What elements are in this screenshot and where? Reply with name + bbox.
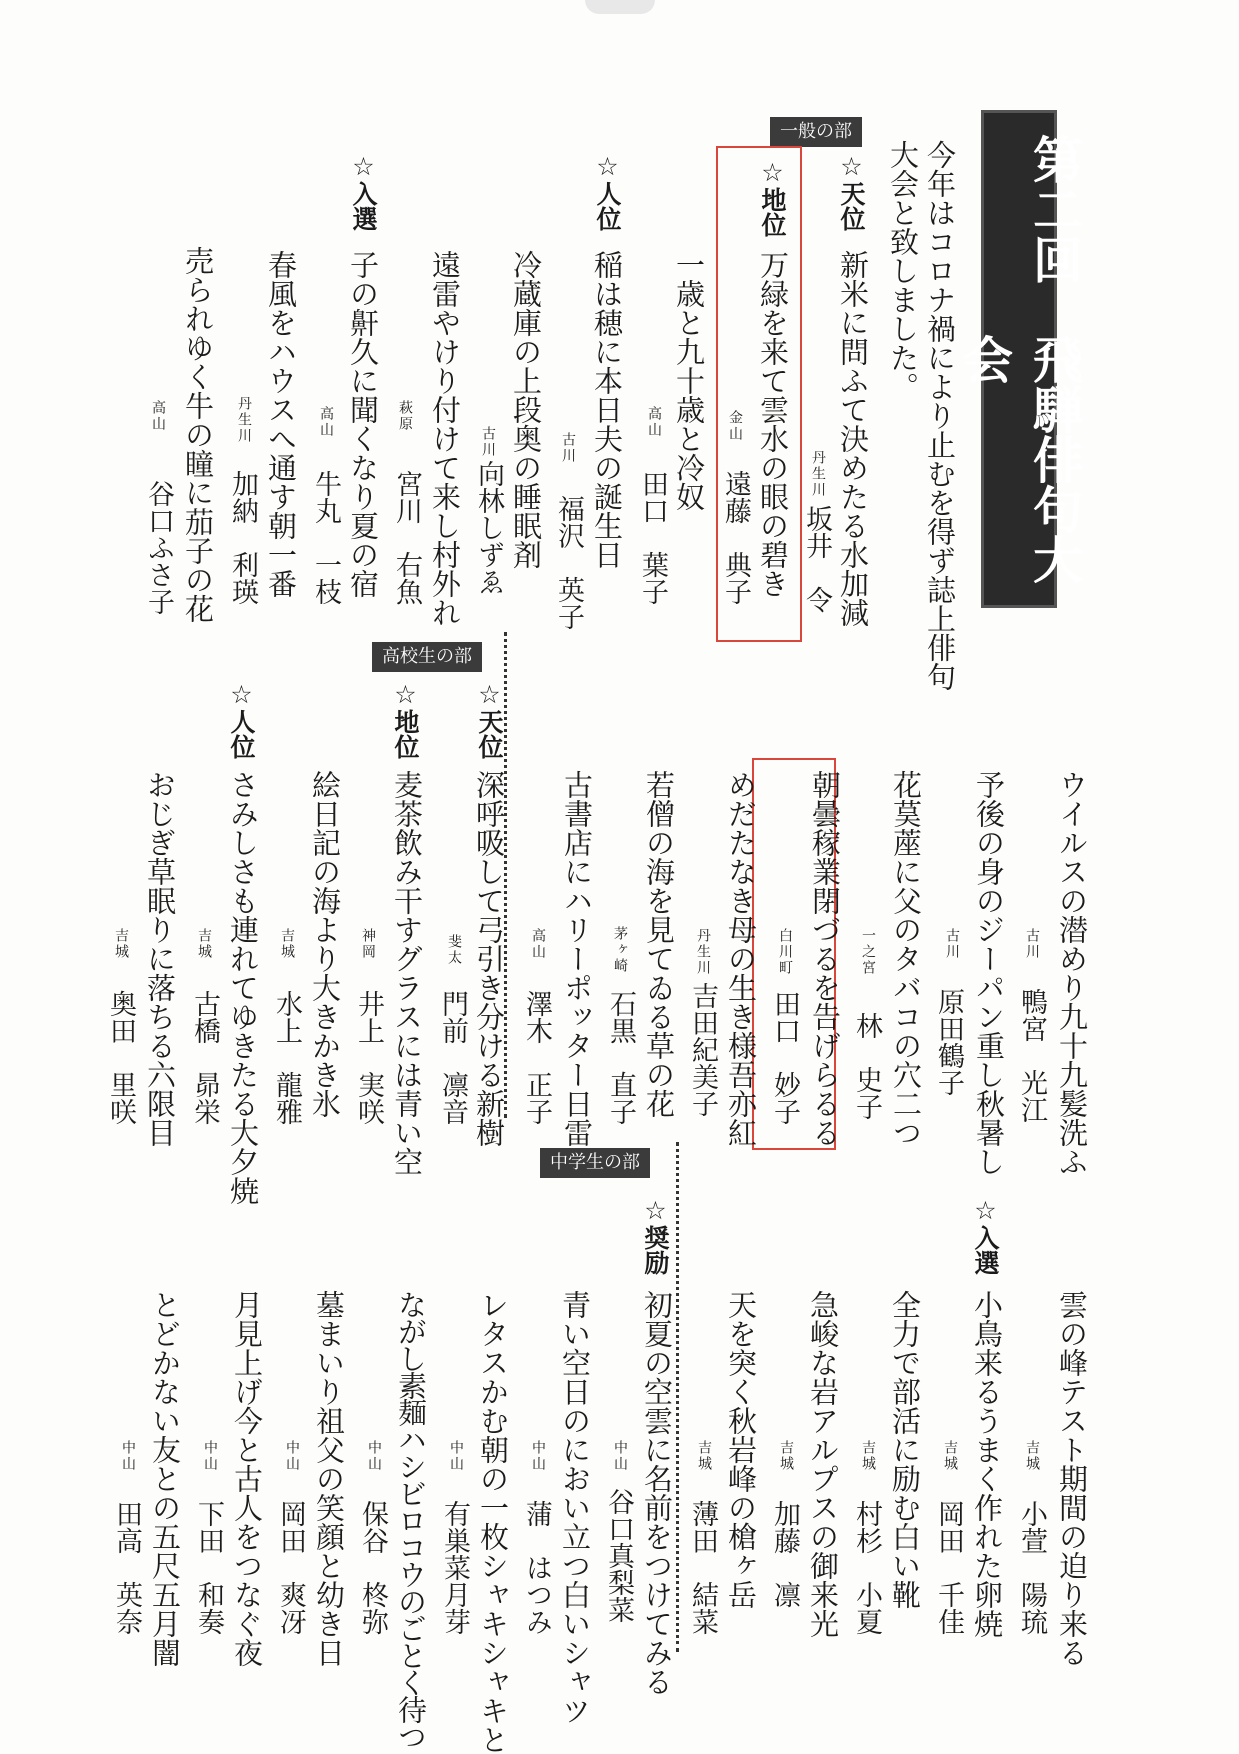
poem-place: 白川町 <box>777 928 793 976</box>
poem-place: 古川 <box>944 928 960 960</box>
poem: 花茣蓙に父のタバコの穴二つ <box>889 770 923 1147</box>
poem-place: 斐太 <box>446 934 462 966</box>
poem-place: 吉城 <box>942 1440 958 1472</box>
poem-place: 丹生川 <box>236 396 252 444</box>
poem-author: 村杉 小夏 <box>851 1500 882 1635</box>
poem-place: 丹生川 <box>810 450 826 498</box>
poem: 古書店にハリーポッター日雷 <box>560 770 594 1147</box>
poem: 急峻な岩アルプスの御来光 <box>806 1290 840 1638</box>
poem: とどかない友との五尺五月闇 <box>148 1290 182 1667</box>
poem-author: 鴨宮 光江 <box>1016 988 1047 1123</box>
poem-author: 遠藤 典子 <box>720 470 751 605</box>
poem-author: 原田鶴子 <box>933 988 964 1096</box>
poem-place: 高山 <box>150 400 166 432</box>
poem: 深呼吸して弓引き分ける新樹 <box>472 770 506 1147</box>
poem: 小鳥来るうまく作れた卵焼 <box>970 1290 1004 1638</box>
poem-author: 古橋 昴栄 <box>189 990 220 1125</box>
rank-nyusen-general: ☆入選 <box>349 152 378 231</box>
poem-place: 高山 <box>318 406 334 438</box>
poem-author: 田口 葉子 <box>637 470 668 605</box>
rank-jin-highschool: ☆人位 <box>227 680 256 759</box>
poem-place: 古川 <box>560 432 576 464</box>
poem-place: 高山 <box>646 406 662 438</box>
poem: 遠雷やけり付けて来し村外れ <box>428 250 462 627</box>
poem-author: 水上 龍雅 <box>271 990 302 1125</box>
poem-author: 薄田 結菜 <box>687 1500 718 1635</box>
poem-author: 林 史子 <box>851 1012 882 1120</box>
poem-author: 向林しずゑ <box>473 460 504 595</box>
poem: 売られゆく牛の瞳に茄子の花 <box>181 246 215 623</box>
poem: ながし素麺ハシビロコウのごとく待つ <box>394 1290 428 1749</box>
section-label-middle: 中学生の部 <box>540 1148 650 1178</box>
poem-place: 茅ヶ崎 <box>612 926 628 974</box>
poem-place: 吉城 <box>1024 1440 1040 1472</box>
poem: 新米に問ふて決めたる水加減 <box>836 250 870 627</box>
poem: 予後の身のジーパン重し秋暑し <box>972 770 1006 1176</box>
poem-place: 金山 <box>727 410 743 442</box>
poem: 全力で部活に励む白い靴 <box>888 1290 922 1609</box>
poem-author: 福沢 英子 <box>553 495 584 630</box>
poem-author: 石黒 直子 <box>605 990 636 1125</box>
poem-author: 下田 和奏 <box>193 1500 224 1635</box>
intro-line-1: 今年はコロナ禍により止むを得ず誌上俳句 <box>923 140 957 691</box>
rank-chi-general: ☆地位 <box>758 158 787 237</box>
section-label-general: 一般の部 <box>770 117 862 147</box>
page-title: 第二回 飛騨俳句大会 <box>955 134 1084 584</box>
poem: 初夏の空雲に名前をつけてみる <box>640 1290 674 1696</box>
rank-chi-highschool: ☆地位 <box>391 680 420 759</box>
poem-place: 吉城 <box>860 1440 876 1472</box>
rank-jin-general: ☆人位 <box>593 152 622 231</box>
title-box <box>955 110 1084 608</box>
poem: おじぎ草眠りに落ちる六限目 <box>143 770 177 1147</box>
poem-place: 吉城 <box>113 928 129 960</box>
poem-place: 一之宮 <box>860 928 876 976</box>
poem: 稲は穂に本日夫の誕生日 <box>590 250 624 569</box>
poem-place: 吉城 <box>279 928 295 960</box>
poem: 月見上げ今と古人をつなぐ夜 <box>230 1290 264 1667</box>
poem: 絵日記の海より大きかき氷 <box>308 770 342 1118</box>
poem: 春風をハウスへ通す朝一番 <box>264 250 298 598</box>
poem-place: 萩原 <box>397 400 413 432</box>
poem: 冷蔵庫の上段奥の睡眠剤 <box>509 250 543 569</box>
poem-author: 田口 妙子 <box>769 990 800 1125</box>
rank-ten-general: ☆天位 <box>837 152 866 231</box>
poem-author: 澤木 正子 <box>521 990 552 1125</box>
intro-line-2: 大会と致しました。 <box>886 140 920 401</box>
poem-author: 田高 英奈 <box>111 1500 142 1635</box>
poem: めだたなき母の生き様吾亦紅 <box>724 770 758 1147</box>
rank-shorei-middle: ☆奨励 <box>641 1196 670 1275</box>
poem-author: 蒲 はつみ <box>521 1500 552 1635</box>
poem: さみしさも連れてゆきたる大夕焼 <box>226 770 260 1205</box>
poem-author: 保谷 柊弥 <box>357 1500 388 1635</box>
poem-place: 中山 <box>284 1440 300 1472</box>
poem-place: 中山 <box>120 1440 136 1472</box>
poem: 子の鼾久に聞くなり夏の宿 <box>346 250 380 598</box>
poem: 雲の峰テスト期間の迫り来る <box>1055 1290 1089 1667</box>
top-smudge <box>585 0 655 14</box>
rank-nyusen-lower: ☆入選 <box>971 1196 1000 1275</box>
poem-place: 高山 <box>530 928 546 960</box>
poem: 青い空日のにおい立つ白いシャツ <box>558 1290 592 1725</box>
separator-middle <box>676 1142 679 1652</box>
poem-place: 吉城 <box>696 1440 712 1472</box>
poem-author: 谷口ふさ子 <box>143 480 174 615</box>
poem: 朝曇稼業閉づるを告げらるる <box>808 770 842 1147</box>
poem: 若僧の海を見てゐる草の花 <box>642 770 676 1118</box>
poem-author: 門前 凛音 <box>437 990 468 1125</box>
poem: 一歳と九十歳と冷奴 <box>672 250 706 511</box>
poem-place: 中山 <box>448 1440 464 1472</box>
poem-place: 中山 <box>612 1440 628 1472</box>
poem-author: 牛丸 一枝 <box>310 470 341 605</box>
poem-place: 中山 <box>530 1440 546 1472</box>
poem-author: 岡田 千佳 <box>933 1500 964 1635</box>
poem-author: 岡田 爽冴 <box>275 1500 306 1635</box>
section-label-highschool: 高校生の部 <box>372 642 482 672</box>
poem-place: 神岡 <box>360 928 376 960</box>
poem-author: 谷口真梨菜 <box>603 1488 634 1623</box>
poem-place: 吉城 <box>778 1440 794 1472</box>
poem-author: 有巣菜月芽 <box>439 1500 470 1635</box>
rank-ten-highschool: ☆天位 <box>475 680 504 759</box>
poem-author: 小萱 陽琉 <box>1016 1500 1047 1635</box>
poem-author: 宮川 右魚 <box>391 470 422 605</box>
poem-author: 加納 利瑛 <box>227 470 258 605</box>
poem-place: 古川 <box>1024 928 1040 960</box>
poem: ウイルスの潜めり九十九髪洗ふ <box>1055 770 1089 1176</box>
poem: 麦茶飲み干すグラスには青い空 <box>390 770 424 1176</box>
poem-author: 井上 実咲 <box>353 990 384 1125</box>
poem-place: 中山 <box>366 1440 382 1472</box>
poem: 万緑を来て雲水の眼の碧き <box>756 250 790 598</box>
poem: 墓まいり祖父の笑顔と幼き日 <box>312 1290 346 1667</box>
poem-place: 古川 <box>480 426 496 458</box>
poem-place: 中山 <box>202 1440 218 1472</box>
poem-author: 坂井 令 <box>801 505 832 613</box>
poem-place: 吉城 <box>196 928 212 960</box>
poem-author: 奥田 里咲 <box>105 990 136 1125</box>
poem-author: 吉田紀美子 <box>687 982 718 1117</box>
poem: 天を突く秋岩峰の槍ヶ岳 <box>724 1290 758 1609</box>
poem-author: 加藤 凛 <box>769 1500 800 1608</box>
poem-place: 丹生川 <box>695 928 711 976</box>
poem: レタスかむ朝の一枚シャキシャキと <box>476 1290 510 1754</box>
